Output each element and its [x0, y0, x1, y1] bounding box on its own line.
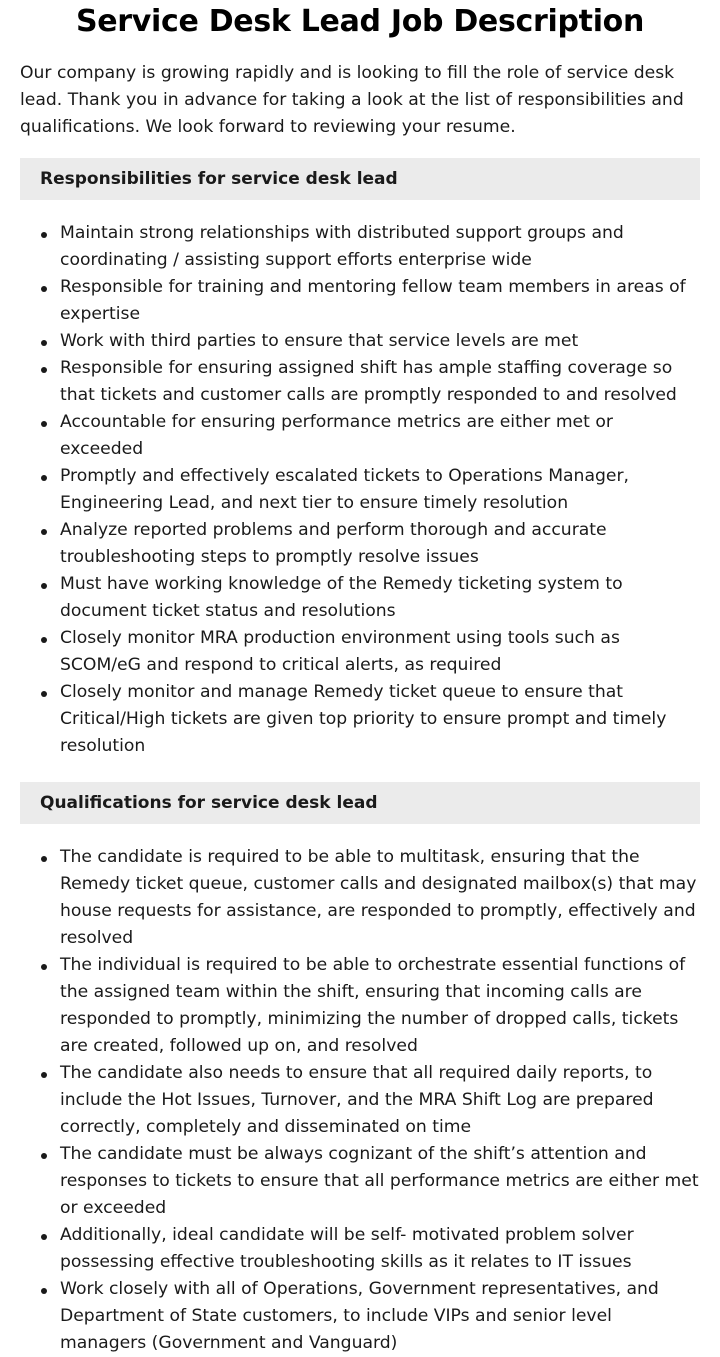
- page-title: Service Desk Lead Job Description: [75, 4, 645, 39]
- qualification-item: Work closely with all of Operations, Government representatives, and Department of State customers, to include VIPs and senior level managers (Government and Vanguard): [20, 1276, 700, 1357]
- qualification-item: Additionally, ideal candidate will be self- motivated problem solver possessing effective troubleshooting skills as it relates to IT issues: [20, 1222, 700, 1276]
- qualification-item: The candidate also needs to ensure that all required daily reports, to include the Hot Issues, Turnover, and the MRA Shift Log are prepared correctly, completely and disseminated on time: [20, 1060, 700, 1141]
- responsibility-item: Work with third parties to ensure that service levels are met: [20, 328, 700, 355]
- responsibilities-list: [20, 220, 700, 760]
- responsibility-item: Must have working knowledge of the Remedy ticketing system to document ticket status and resolutions: [20, 571, 700, 625]
- responsibility-item: Analyze reported problems and perform thorough and accurate troubleshooting steps to promptly resolve issues: [20, 517, 700, 571]
- qualification-item: The candidate must be always cognizant of the shift’s attention and responses to tickets to ensure that all performance metrics are either met or exceeded: [20, 1141, 700, 1222]
- intro-paragraph: Our company is growing rapidly and is looking to fill the role of service desk lead. Thank you in advance for taking a look at the list of responsibilities and qualifications. We look forward to reviewing your resume.: [20, 63, 684, 137]
- responsibility-item: Accountable for ensuring performance metrics are either met or exceeded: [20, 409, 700, 463]
- qualifications-list: [20, 844, 700, 1357]
- responsibility-item: Closely monitor and manage Remedy ticket queue to ensure that Critical/High tickets are given top priority to ensure prompt and timely resolution: [20, 679, 700, 760]
- responsibility-item: Responsible for training and mentoring fellow team members in areas of expertise: [20, 274, 700, 328]
- responsibility-item: Promptly and effectively escalated tickets to Operations Manager, Engineering Lead, and next tier to ensure timely resolution: [20, 463, 700, 517]
- responsibility-item: Closely monitor MRA production environment using tools such as SCOM/eG and respond to critical alerts, as required: [20, 625, 700, 679]
- responsibility-item: Maintain strong relationships with distributed support groups and coordinating / assisting support efforts enterprise wide: [20, 220, 700, 274]
- qualification-item: The candidate is required to be able to multitask, ensuring that the Remedy ticket queue, customer calls and designated mailbox(s) that may house requests for assistance, are responded to promptly, effectively and resolved: [20, 844, 700, 952]
- responsibilities-heading: Responsibilities for service desk lead: [20, 158, 700, 200]
- qualification-item: The individual is required to be able to orchestrate essential functions of the assigned team within the shift, ensuring that incoming calls are responded to promptly, minimizing the number of dropped calls, tickets are created, followed up on, and resolved: [20, 952, 700, 1060]
- qualifications-heading: Qualifications for service desk lead: [20, 782, 700, 824]
- responsibility-item: Responsible for ensuring assigned shift has ample staffing coverage so that tickets and customer calls are promptly responded to and resolved: [20, 355, 700, 409]
